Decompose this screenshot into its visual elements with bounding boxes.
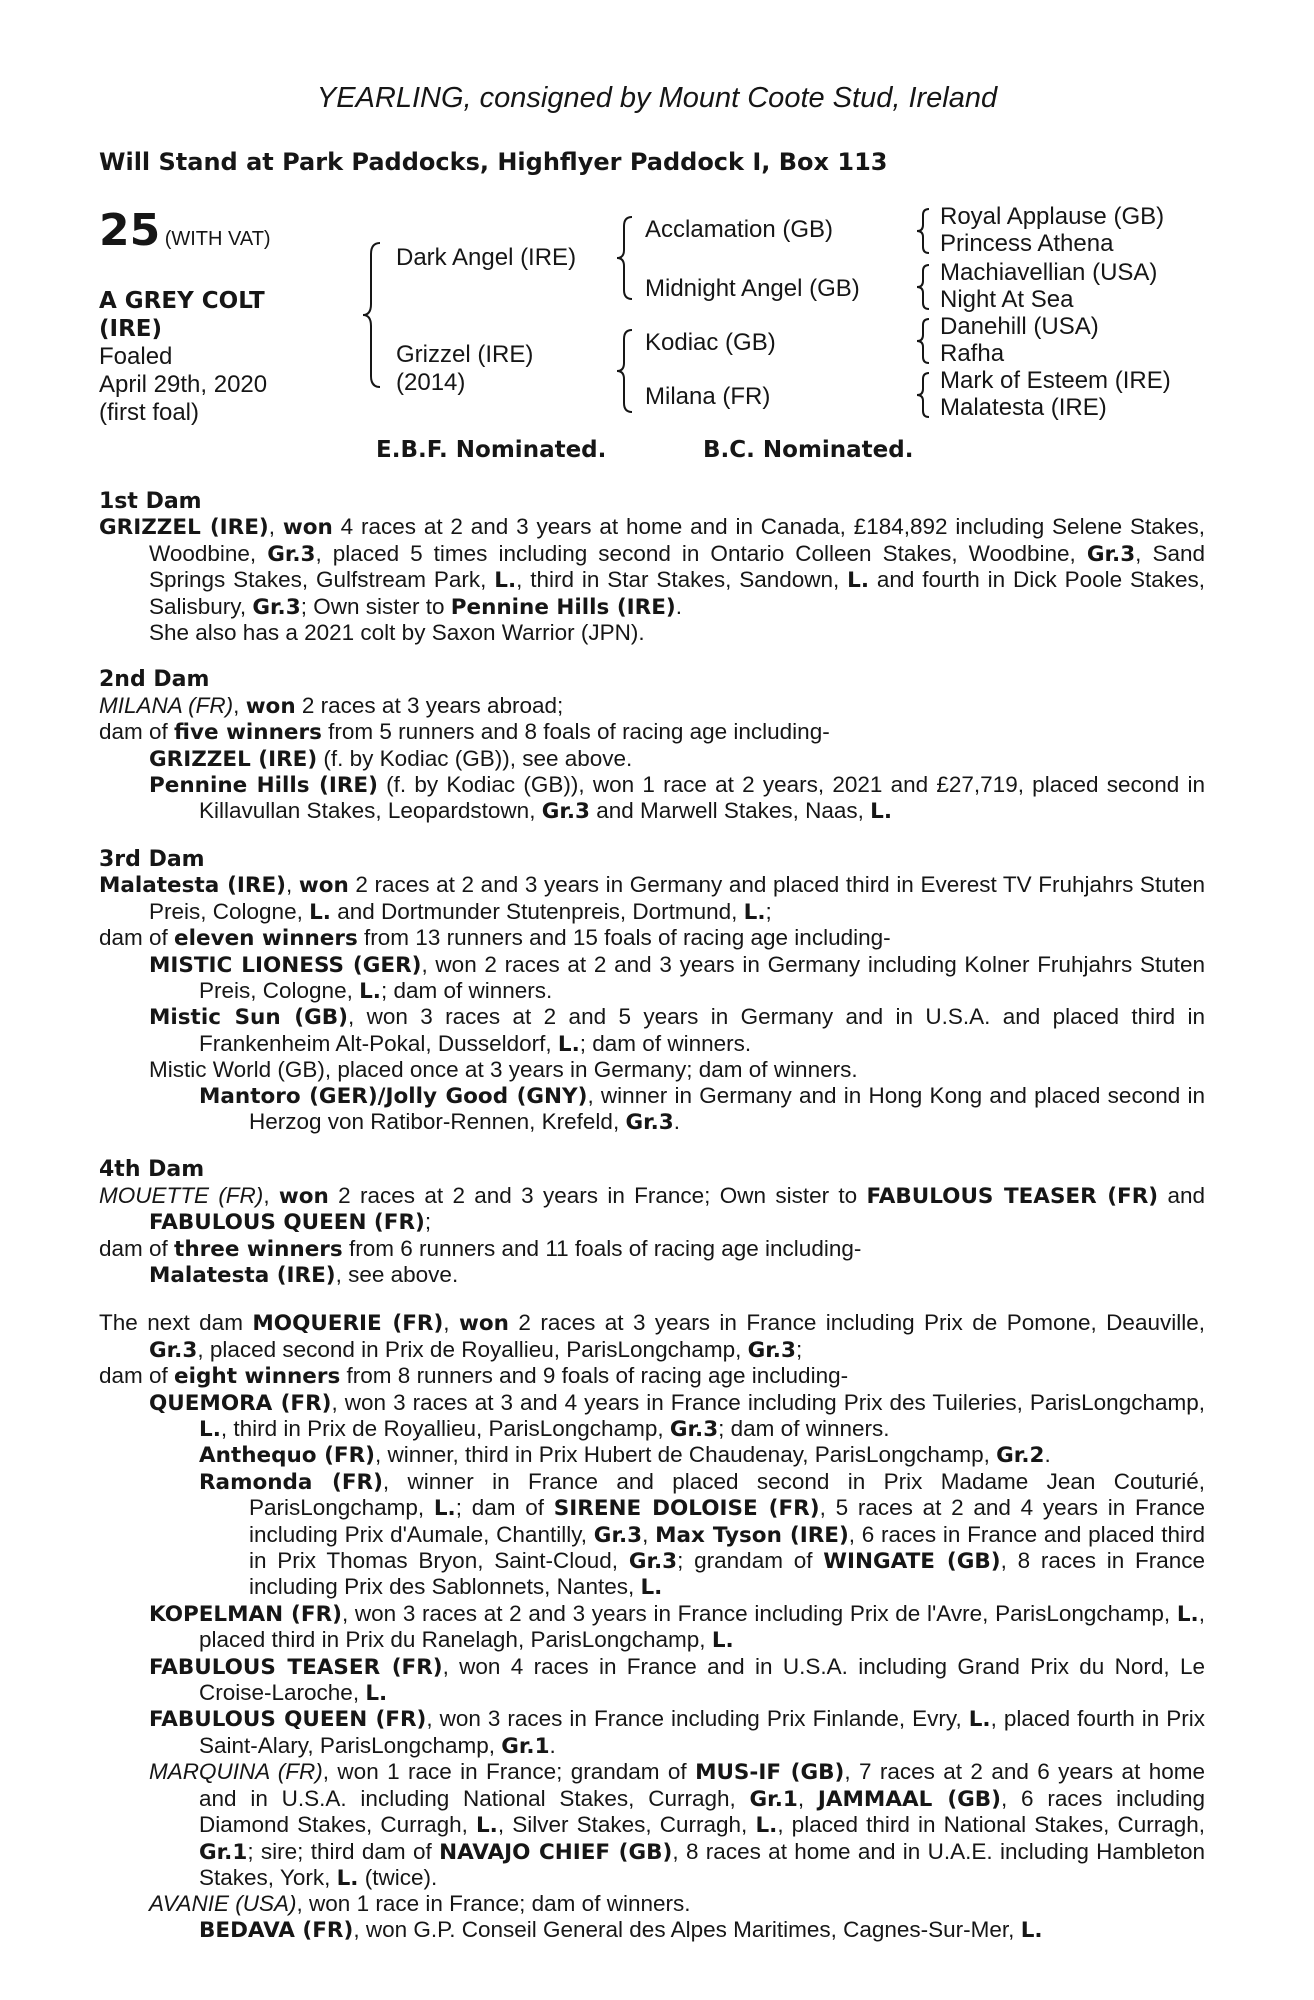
dam-line-brace: [614, 327, 636, 415]
gen3-2: Princess Athena: [940, 230, 1114, 257]
dam-sire-name: Kodiac (GB): [645, 329, 776, 356]
third-dam-record: Malatesta (IRE), won 2 races at 2 and 3 years in Germany and placed third in Everest TV Fruhjahrs Stuten Preis, Cologne, L. and Dortmunder Stutenpreis, Dortmund, L.;: [99, 872, 1205, 925]
dam-dam-name: Milana (FR): [645, 383, 771, 410]
produce-quemora: QUEMORA (FR), won 3 races at 3 and 4 years in France including Prix des Tuileries, ParisLongchamp, L., third in Prix de Royallieu, ParisLongchamp, Gr.3; dam of winners.: [149, 1389, 1205, 1442]
third-dam-section: [99, 847, 1205, 1135]
gen3-3: Machiavellian (USA): [940, 259, 1158, 286]
first-dam-heading: 1st Dam: [99, 489, 202, 514]
brace-g4: [914, 370, 932, 420]
next-dam-produce: dam of eight winners from 8 runners and 9 foals of racing age including-: [99, 1363, 849, 1390]
lot-number: 25: [99, 205, 161, 256]
gen3-5: Danehill (USA): [940, 313, 1099, 340]
produce-fabulous-queen: FABULOUS QUEEN (FR), won 3 races in France including Prix Finlande, Evry, L., placed fourth in Prix Saint-Alary, ParisLongchamp, Gr.1.: [149, 1706, 1205, 1759]
dam-year: (2014): [396, 369, 466, 396]
first-dam-produce-note: She also has a 2021 colt by Saxon Warrior (JPN).: [149, 620, 645, 646]
produce-malatesta: Malatesta (IRE), see above.: [149, 1261, 459, 1288]
brace-g2: [914, 262, 932, 312]
consignor-heading: YEARLING, consigned by Mount Coote Stud, Ireland: [316, 82, 998, 114]
produce-grizzel: GRIZZEL (IRE) (f. by Kodiac (GB)), see above.: [149, 745, 633, 772]
bc-nomination: B.C. Nominated.: [703, 437, 914, 463]
second-dam-record: MILANA (FR), won 2 races at 3 years abroad;: [99, 692, 564, 719]
foal-note: (first foal): [99, 399, 200, 426]
foaled-label: Foaled: [99, 343, 173, 370]
gen3-4: Night At Sea: [940, 286, 1074, 313]
gen3-7: Mark of Esteem (IRE): [940, 367, 1171, 394]
produce-record: [99, 489, 1205, 1965]
second-dam-section: [99, 667, 1205, 824]
lot-description: [99, 287, 267, 427]
produce-kopelman: KOPELMAN (FR), won 3 races at 2 and 3 years in France including Prix de l'Avre, ParisLongchamp, L., placed third in Prix du Ranelagh, ParisLongchamp, L.: [149, 1600, 1205, 1654]
third-dam-produce: dam of eleven winners from 13 runners and 15 foals of racing age including-: [99, 925, 891, 952]
next-dam-record: The next dam MOQUERIE (FR), won 2 races at 3 years in France including Prix de Pomone, Deauville, Gr.3, placed second in Prix de Royallieu, ParisLongchamp, Gr.3;: [99, 1310, 1205, 1363]
second-dam-produce: dam of five winners from 5 runners and 8 foals of racing age including-: [99, 719, 830, 746]
gen3-8: Malatesta (IRE): [940, 394, 1107, 421]
next-dam-section: [99, 1310, 1205, 1943]
produce-ramonda: Ramonda (FR), winner in France and placed second in Prix Madame Jean Couturié, ParisLongchamp, L.; dam of SIRENE DOLOISE (FR), 5 races at 2 and 4 years in France including Prix d'Aumale, Chantilly, Gr.3, Max Tyson (IRE), 6 races in France and placed third in Prix Thomas Bryon, Saint-Cloud, Gr.3; grandam of WINGATE (GB), 8 races in France including Prix des Sablonnets, Nantes, L.: [199, 1468, 1206, 1601]
sire-dam-name: Midnight Angel (GB): [645, 275, 860, 302]
produce-anthequo: Anthequo (FR), winner, third in Prix Hubert de Chaudenay, ParisLongchamp, Gr.2.: [199, 1442, 1051, 1469]
produce-mistic-sun: Mistic Sun (GB), won 3 races at 2 and 5 years in Germany and in U.S.A. and placed third in Frankenheim Alt-Pokal, Dusseldorf, L.; dam of winners.: [149, 1004, 1205, 1057]
ebf-nomination: E.B.F. Nominated.: [376, 437, 607, 463]
dam-name: Grizzel (IRE): [396, 341, 534, 368]
fourth-dam-heading: 4th Dam: [99, 1157, 205, 1183]
horse-origin: (IRE): [99, 316, 163, 342]
brace-g3: [914, 316, 932, 366]
third-dam-heading: 3rd Dam: [99, 846, 205, 872]
gen3-1: Royal Applause (GB): [940, 203, 1165, 230]
first-dam-section: [99, 489, 1205, 645]
fourth-dam-produce: dam of three winners from 6 runners and 11 foals of racing age including-: [99, 1235, 862, 1262]
vat-note: (WITH VAT): [164, 228, 271, 250]
sire-sire-name: Acclamation (GB): [645, 216, 834, 243]
produce-bedava: BEDAVA (FR), won G.P. Conseil General des Alpes Maritimes, Cagnes-Sur-Mer, L.: [199, 1916, 1043, 1943]
produce-marquina: MARQUINA (FR), won 1 race in France; grandam of MUS-IF (GB), 7 races at 2 and 6 years at home and in U.S.A. including National Stakes, Curragh, Gr.1, JAMMAAL (GB), 6 races including Diamond Stakes, Curragh, L., Silver Stakes, Curragh, L., placed third in National Stakes, Curragh, Gr.1; sire; third dam of NAVAJO CHIEF (GB), 8 races at home and in U.A.E. including Hambleton Stakes, York, L. (twice).: [149, 1759, 1205, 1891]
first-dam-record: GRIZZEL (IRE), won 4 races at 2 and 3 years at home and in Canada, £184,892 including Selene Stakes, Woodbine, Gr.3, placed 5 times including second in Ontario Colleen Stakes, Woodbine, Gr.3, Sand Springs Stakes, Gulfstream Park, L., third in Star Stakes, Sandown, L. and fourth in Dick Poole Stakes, Salisbury, Gr.3; Own sister to Pennine Hills (IRE).: [99, 514, 1205, 620]
produce-fabulous-teaser: FABULOUS TEASER (FR), won 4 races in France and in U.S.A. including Grand Prix du Nord, Le Croise-Laroche, L.: [149, 1653, 1205, 1707]
produce-pennine-hills: Pennine Hills (IRE) (f. by Kodiac (GB)), won 1 race at 2 years, 2021 and £27,719, placed second in Killavullan Stakes, Leopardstown, Gr.3 and Marwell Stakes, Naas, L.: [149, 772, 1205, 825]
produce-mistic-world: Mistic World (GB), placed once at 3 years in Germany; dam of winners.: [149, 1057, 858, 1083]
lot-number-block: [99, 205, 271, 256]
fourth-dam-record: MOUETTE (FR), won 2 races at 2 and 3 years in France; Own sister to FABULOUS TEASER (FR) and FABULOUS QUEEN (FR);: [99, 1182, 1205, 1236]
sire-line-brace: [614, 214, 636, 302]
fourth-dam-section: [99, 1157, 1205, 1288]
horse-type: A GREY COLT: [99, 288, 265, 314]
produce-avanie: AVANIE (USA), won 1 race in France; dam of winners.: [149, 1891, 691, 1917]
brace-g1: [914, 206, 932, 256]
second-dam-heading: 2nd Dam: [99, 667, 210, 693]
gen3-6: Rafha: [940, 340, 1005, 367]
produce-mantoro: Mantoro (GER)/Jolly Good (GNY), winner in Germany and in Hong Kong and placed second in Herzog von Ratibor-Rennen, Krefeld, Gr.3.: [199, 1082, 1205, 1135]
stand-location: Will Stand at Park Paddocks, Highflyer Paddock I, Box 113: [99, 148, 888, 176]
produce-mistic-lioness: MISTIC LIONESS (GER), won 2 races at 2 and 3 years in Germany including Kolner Fruhjahrs Stuten Preis, Cologne, L.; dam of winners.: [149, 951, 1205, 1004]
sire-dam-brace: [360, 240, 384, 390]
sire-name: Dark Angel (IRE): [396, 244, 577, 271]
foaled-date: April 29th, 2020: [99, 371, 268, 398]
